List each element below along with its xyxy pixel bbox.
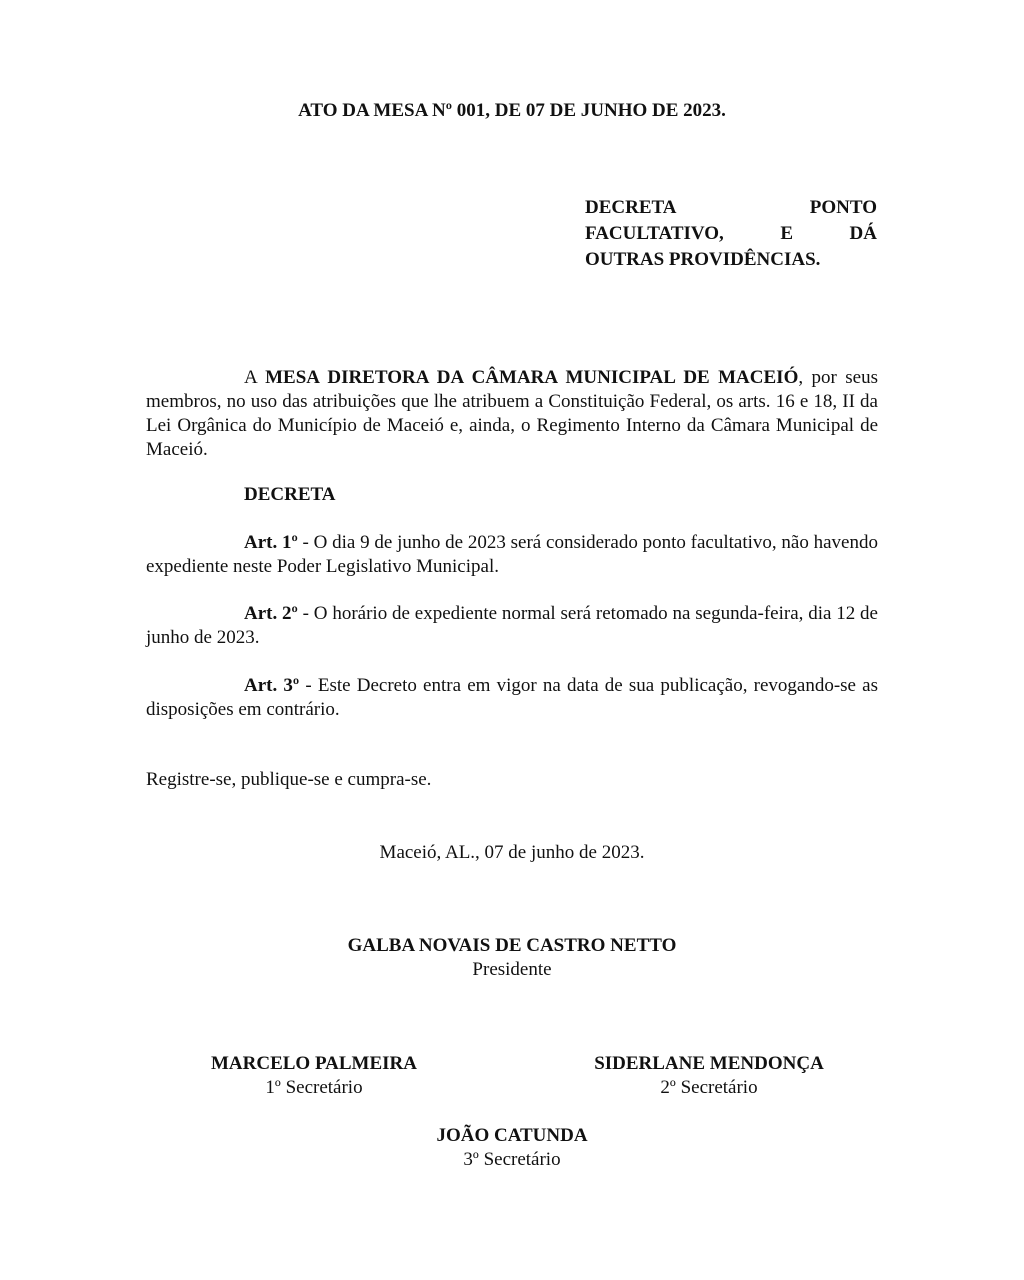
first-secretary-role: 1º Secretário xyxy=(265,1077,363,1098)
ementa-line-3: OUTRAS PROVIDÊNCIAS. xyxy=(585,249,821,270)
article-2-text: - O horário de expediente normal será retomado na segunda-feira, dia 12 de junho de 2023. xyxy=(146,603,878,648)
second-secretary-name: SIDERLANE MENDONÇA xyxy=(594,1053,824,1074)
preamble-entity: MESA DIRETORA DA CÂMARA MUNICIPAL DE MACEIÓ xyxy=(265,367,799,388)
president-role: Presidente xyxy=(472,959,552,980)
ementa xyxy=(585,195,877,273)
decreta-heading: DECRETA xyxy=(244,484,336,505)
article-2-label: Art. 2º xyxy=(244,603,298,624)
signature-third-secretary xyxy=(312,1124,712,1172)
article-3-text: - Este Decreto entra em vigor na data de sua publicação, revogando-se as disposições em contrário. xyxy=(146,675,878,720)
third-secretary-role: 3º Secretário xyxy=(463,1149,561,1170)
first-secretary-name: MARCELO PALMEIRA xyxy=(210,1053,417,1074)
signature-first-secretary xyxy=(114,1052,514,1100)
place-date: Maceió, AL., 07 de junho de 2023. xyxy=(379,842,645,863)
ementa-line-1: DECRETA PONTO xyxy=(585,197,877,218)
article-1-text: - O dia 9 de junho de 2023 será considerado ponto facultativo, não havendo expediente neste Poder Legislativo Municipal. xyxy=(146,532,878,577)
ementa-line-2: FACULTATIVO, E DÁ xyxy=(585,223,877,244)
document-title: ATO DA MESA Nº 001, DE 07 DE JUNHO DE 2023. xyxy=(298,100,726,121)
article-3 xyxy=(146,674,878,722)
second-secretary-role: 2º Secretário xyxy=(660,1077,758,1098)
third-secretary-name: JOÃO CATUNDA xyxy=(436,1125,588,1146)
signature-president xyxy=(312,934,712,982)
signature-second-secretary xyxy=(509,1052,909,1100)
article-1 xyxy=(146,531,878,579)
article-3-label: Art. 3º xyxy=(244,675,300,696)
closing-formula: Registre-se, publique-se e cumpra-se. xyxy=(146,769,432,790)
preamble-paragraph xyxy=(146,366,878,462)
president-name: GALBA NOVAIS DE CASTRO NETTO xyxy=(347,935,677,956)
article-1-label: Art. 1º xyxy=(244,532,298,553)
article-2 xyxy=(146,602,878,650)
preamble-rest: , por seus membros, no uso das atribuições que lhe atribuem a Constituição Federal, os arts. 16 e 18, II da Lei Orgânica do Município de Maceió e, ainda, o Regimento Interno da Câmara Municipal de Maceió. xyxy=(146,367,878,460)
preamble-lead: A xyxy=(244,367,266,388)
